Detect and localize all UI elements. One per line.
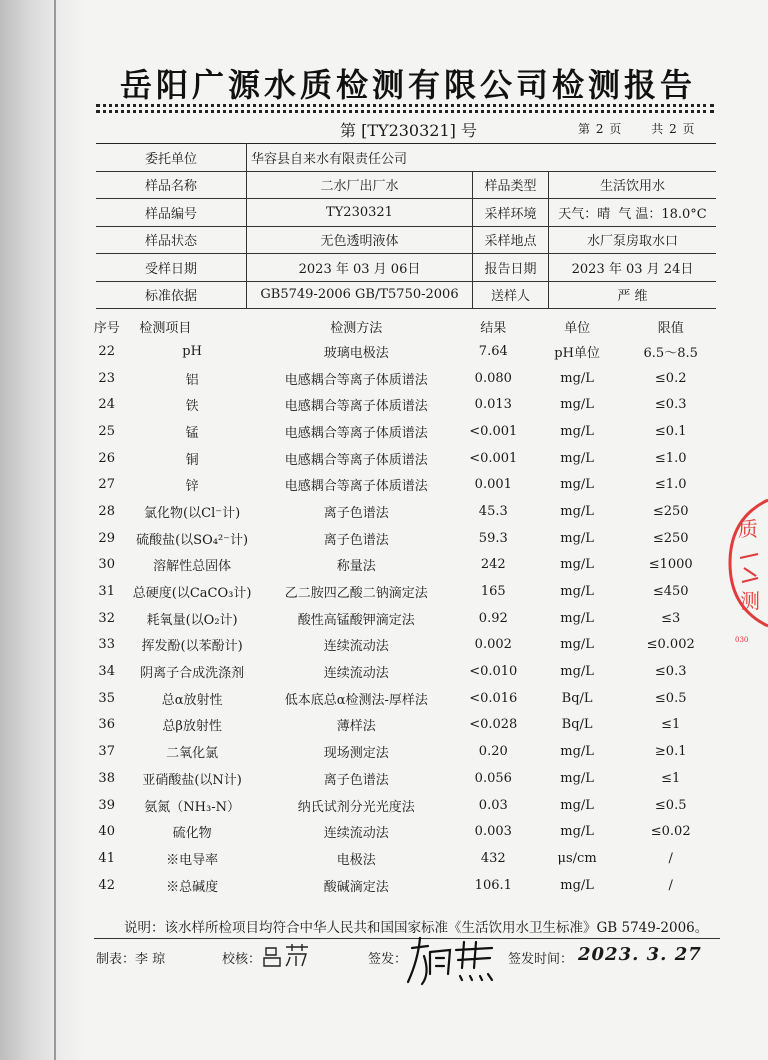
cell-item: 铜 xyxy=(185,452,199,468)
cell-result: 0.080 xyxy=(474,370,512,386)
cell-no: 39 xyxy=(98,797,115,813)
cell-method: 薄样法 xyxy=(336,719,376,735)
cell-limit: ≤1 xyxy=(661,717,681,733)
cell-result: 0.056 xyxy=(474,770,512,786)
cell-item: 阴离子合成洗涤剂 xyxy=(140,666,245,682)
location-value: 水厂泵房取水口 xyxy=(549,226,717,254)
cell-no: 22 xyxy=(98,343,115,359)
issuer-signature xyxy=(400,934,500,986)
cell-no: 34 xyxy=(98,664,115,680)
result-row xyxy=(88,685,720,712)
standard-label: 标准依据 xyxy=(96,281,247,309)
title-divider xyxy=(96,104,714,107)
cell-item: 铁 xyxy=(185,399,199,415)
cell-method: 电极法 xyxy=(336,852,376,868)
cell-no: 24 xyxy=(98,397,115,413)
cell-item: ※总碱度 xyxy=(166,879,219,895)
cell-item: 硫化物 xyxy=(172,826,212,842)
cell-item: 二氧化氯 xyxy=(166,746,219,762)
cell-unit: mg/L xyxy=(560,610,594,626)
cell-unit: mg/L xyxy=(560,503,594,519)
sender-label: 送样人 xyxy=(473,281,549,309)
env-label: 采样环境 xyxy=(473,199,549,227)
red-seal-fragment xyxy=(728,498,768,628)
info-row-standard xyxy=(96,281,716,309)
cell-limit: 6.5～8.5 xyxy=(643,345,698,361)
result-row xyxy=(88,525,720,552)
result-row xyxy=(88,605,720,632)
info-row-state xyxy=(96,226,716,254)
cell-unit: mg/L xyxy=(560,370,594,386)
cell-limit: ≤1.0 xyxy=(654,450,687,466)
cell-result: 7.64 xyxy=(478,343,508,359)
cell-no: 41 xyxy=(98,850,115,866)
result-row xyxy=(88,391,720,418)
cell-unit: mg/L xyxy=(560,530,594,546)
location-label: 采样地点 xyxy=(473,226,549,254)
cell-method: 电感耦合等离子体质谱法 xyxy=(284,425,428,441)
conclusion-note: 说明：该水样所检项目均符合中华人民共和国国家标准《生活饮用水卫生标准》GB 5749-2006。 xyxy=(124,920,709,936)
seal-char-1: 质 xyxy=(738,517,758,541)
cell-result: 165 xyxy=(480,584,506,600)
cell-item: 总β放射性 xyxy=(162,719,222,735)
cell-result: <0.028 xyxy=(469,717,518,733)
cell-item: 锌 xyxy=(185,479,199,495)
cell-unit: Bq/L xyxy=(561,690,593,706)
page-total: 共 2 页 xyxy=(651,122,695,136)
binding-shadow xyxy=(0,0,86,1060)
cell-item: 硫酸盐(以SO₄²⁻计) xyxy=(136,532,249,548)
state-label: 样品状态 xyxy=(96,226,247,254)
cell-no: 23 xyxy=(98,370,115,386)
cell-item: 总硬度(以CaCO₃计) xyxy=(132,586,252,602)
cell-method: 乙二胺四乙酸二钠滴定法 xyxy=(284,586,428,602)
cell-result: <0.001 xyxy=(469,450,518,466)
cell-result: <0.016 xyxy=(469,690,518,706)
issuer-label: 签发： xyxy=(368,952,408,967)
cell-unit: mg/L xyxy=(560,664,594,680)
cell-unit: mg/L xyxy=(560,557,594,573)
result-row xyxy=(88,738,720,765)
result-row xyxy=(88,498,720,525)
result-row xyxy=(88,338,720,365)
cell-method: 电感耦合等离子体质谱法 xyxy=(284,399,428,415)
result-row xyxy=(88,792,720,819)
cell-item: 溶解性总固体 xyxy=(153,559,232,575)
cell-item: 氨氮（NH₃-N） xyxy=(144,799,240,815)
result-row xyxy=(88,445,720,472)
results-table xyxy=(88,314,720,898)
cell-no: 42 xyxy=(98,877,115,893)
cell-unit: mg/L xyxy=(560,744,594,760)
cell-result: 0.003 xyxy=(474,824,512,840)
cell-item: ※电导率 xyxy=(166,852,219,868)
cell-limit: ≤0.5 xyxy=(654,797,687,813)
sign-date: 2023. 3. 27 xyxy=(578,944,702,965)
cell-unit: mg/L xyxy=(560,770,594,786)
weather-value: 天气：晴 xyxy=(558,206,611,222)
cell-method: 酸碱滴定法 xyxy=(323,879,389,895)
cell-limit: ≤1000 xyxy=(648,557,693,573)
sample-name-label: 样品名称 xyxy=(96,171,247,199)
info-row-dates xyxy=(96,254,716,282)
cell-method: 连续流动法 xyxy=(323,639,389,655)
page-info xyxy=(578,120,695,137)
binding-edge xyxy=(54,0,56,1060)
cell-item: 亚硝酸盐(以N计) xyxy=(142,772,242,788)
client-value: 华容县自来水有限责任公司 xyxy=(247,144,717,172)
cell-limit: ≤250 xyxy=(652,503,689,519)
cell-limit: ≤0.002 xyxy=(646,637,695,653)
cell-method: 电感耦合等离子体质谱法 xyxy=(284,479,428,495)
result-row xyxy=(88,658,720,685)
cell-unit: mg/L xyxy=(560,877,594,893)
report-date-value: 2023 年 03 月 24日 xyxy=(549,254,717,282)
cell-no: 36 xyxy=(98,717,115,733)
title-divider-2 xyxy=(96,110,714,113)
cell-method: 连续流动法 xyxy=(323,666,389,682)
sample-name-value: 二水厂出厂水 xyxy=(247,171,473,199)
cell-unit: mg/L xyxy=(560,397,594,413)
report-date-label: 报告日期 xyxy=(473,254,549,282)
cell-result: 45.3 xyxy=(478,503,508,519)
cell-result: 242 xyxy=(480,557,506,573)
cell-item: 锰 xyxy=(185,425,199,441)
cell-limit: / xyxy=(668,877,673,893)
cell-no: 26 xyxy=(98,450,115,466)
cell-item: 铝 xyxy=(185,372,199,388)
checker-label: 校核： xyxy=(222,952,262,967)
cell-method: 离子色谱法 xyxy=(323,532,389,548)
cell-no: 27 xyxy=(98,477,115,493)
seal-char-2: 测 xyxy=(740,589,760,613)
cell-method: 连续流动法 xyxy=(323,826,389,842)
cell-no: 25 xyxy=(98,423,115,439)
cell-result: 59.3 xyxy=(478,530,508,546)
cell-result: 0.20 xyxy=(478,744,508,760)
receive-date-label: 受样日期 xyxy=(96,254,247,282)
result-row xyxy=(88,365,720,392)
cell-result: <0.010 xyxy=(469,664,518,680)
cell-method: 玻璃电极法 xyxy=(323,345,389,361)
cell-limit: ≤1.0 xyxy=(654,477,687,493)
cell-unit: mg/L xyxy=(560,477,594,493)
cell-no: 35 xyxy=(98,690,115,706)
receive-date-value: 2023 年 03 月 06日 xyxy=(247,254,473,282)
cell-limit: ≤0.2 xyxy=(654,370,687,386)
result-row xyxy=(88,818,720,845)
cell-result: 0.92 xyxy=(478,610,508,626)
cell-limit: ≥0.1 xyxy=(654,744,687,760)
cell-result: <0.001 xyxy=(469,423,518,439)
cell-item: 耗氧量(以O₂计) xyxy=(146,612,238,628)
cell-item: 氯化物(以Cl⁻计) xyxy=(144,505,241,521)
result-row xyxy=(88,872,720,899)
env-value xyxy=(549,199,717,227)
col-header-result: 结果 xyxy=(480,320,507,336)
compiler: 制表：李 琼 xyxy=(96,952,166,967)
result-row xyxy=(88,418,720,445)
cell-item: 总α放射性 xyxy=(161,692,223,708)
cell-item: pH xyxy=(182,343,202,359)
cell-limit: ≤250 xyxy=(652,530,689,546)
temperature-value: 气 温：18.0°C xyxy=(618,206,707,222)
cell-limit: ≤0.3 xyxy=(654,664,687,680)
cell-method: 电感耦合等离子体质谱法 xyxy=(284,452,428,468)
cell-result: 106.1 xyxy=(474,877,512,893)
cell-no: 38 xyxy=(98,770,115,786)
cell-limit: ≤0.5 xyxy=(654,690,687,706)
checker-signature xyxy=(262,942,312,968)
col-header-limit: 限值 xyxy=(657,320,684,336)
cell-limit: ≤1 xyxy=(661,770,681,786)
standard-value: GB5749-2006 GB/T5750-2006 xyxy=(247,281,473,309)
cell-unit: mg/L xyxy=(560,584,594,600)
sample-type-value: 生活饮用水 xyxy=(549,171,717,199)
sample-id-value: TY230321 xyxy=(247,199,473,227)
cell-limit: ≤450 xyxy=(652,584,689,600)
info-row-name xyxy=(96,171,716,199)
results-body xyxy=(88,338,720,898)
info-row-id xyxy=(96,199,716,227)
cell-limit: ≤3 xyxy=(661,610,681,626)
cell-item: 挥发酚(以苯酚计) xyxy=(141,639,243,655)
sign-date-label: 签发时间： xyxy=(508,952,574,967)
cell-method: 酸性高锰酸钾滴定法 xyxy=(297,612,415,628)
cell-limit: ≤0.3 xyxy=(654,397,687,413)
cell-unit: mg/L xyxy=(560,450,594,466)
cell-no: 37 xyxy=(98,744,115,760)
client-label: 委托单位 xyxy=(96,144,247,172)
state-value: 无色透明液体 xyxy=(247,226,473,254)
cell-method: 纳氏试剂分光光度法 xyxy=(297,799,415,815)
result-row xyxy=(88,765,720,792)
sender-value: 严 维 xyxy=(549,281,717,309)
cell-result: 0.001 xyxy=(474,477,512,493)
cell-no: 29 xyxy=(98,530,115,546)
cell-result: 0.002 xyxy=(474,637,512,653)
cell-result: 432 xyxy=(480,850,506,866)
result-row xyxy=(88,712,720,739)
col-header-unit: 单位 xyxy=(564,320,591,336)
cell-no: 28 xyxy=(98,503,115,519)
cell-result: 0.03 xyxy=(478,797,508,813)
cell-limit: ≤0.1 xyxy=(654,423,687,439)
cell-no: 33 xyxy=(98,637,115,653)
cell-unit: mg/L xyxy=(560,637,594,653)
report-number: 第 [TY230321] 号 xyxy=(340,121,477,140)
cell-no: 30 xyxy=(98,557,115,573)
cell-unit: mg/L xyxy=(560,824,594,840)
results-header xyxy=(88,314,720,338)
cell-result: 0.013 xyxy=(474,397,512,413)
cell-unit: Bq/L xyxy=(561,717,593,733)
cell-unit: pH单位 xyxy=(554,345,600,361)
cell-unit: μs/cm xyxy=(557,850,597,866)
seal-number: 030 xyxy=(735,636,749,644)
cell-method: 现场测定法 xyxy=(323,746,389,762)
cell-method: 电感耦合等离子体质谱法 xyxy=(284,372,428,388)
report-title: 岳阳广源水质检测有限公司检测报告 xyxy=(119,66,696,104)
sample-type-label: 样品类型 xyxy=(473,171,549,199)
cell-limit: / xyxy=(668,850,673,866)
sample-id-label: 样品编号 xyxy=(96,199,247,227)
col-header-method: 检测方法 xyxy=(330,320,383,336)
cell-unit: mg/L xyxy=(560,797,594,813)
info-row-client xyxy=(96,144,716,172)
page-number: 第 2 页 xyxy=(578,122,622,136)
cell-no: 32 xyxy=(98,610,115,626)
cell-method: 低本底总α检测法-厚样法 xyxy=(284,692,428,708)
cell-limit: ≤0.02 xyxy=(650,824,691,840)
col-header-item: 检测项目 xyxy=(139,320,192,336)
result-row xyxy=(88,471,720,498)
cell-no: 40 xyxy=(98,824,115,840)
cell-method: 称量法 xyxy=(336,559,376,575)
cell-no: 31 xyxy=(98,584,115,600)
cell-method: 离子色谱法 xyxy=(323,505,389,521)
result-row xyxy=(88,578,720,605)
cell-method: 离子色谱法 xyxy=(323,772,389,788)
result-row xyxy=(88,845,720,872)
result-row xyxy=(88,632,720,659)
col-header-no: 序号 xyxy=(93,320,120,336)
result-row xyxy=(88,552,720,579)
sample-info-table xyxy=(96,143,716,309)
cell-unit: mg/L xyxy=(560,423,594,439)
